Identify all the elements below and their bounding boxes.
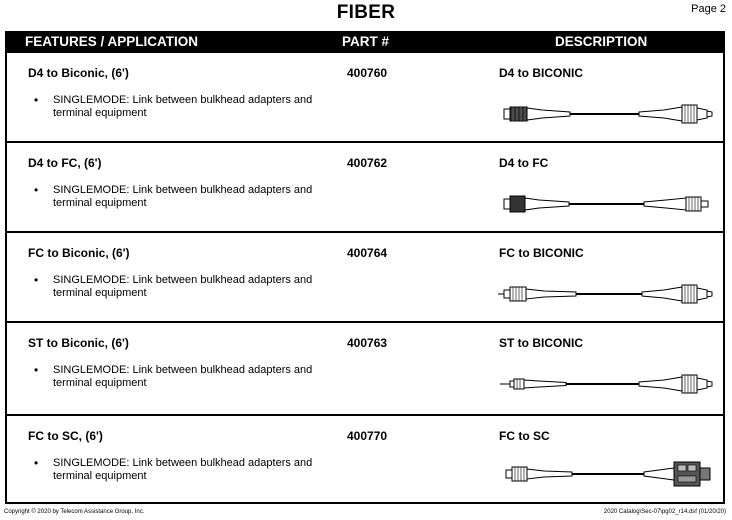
part-number: 400764 <box>347 246 388 260</box>
product-feature: • SINGLEMODE: Link between bulkhead adapters and terminal equipment <box>34 183 313 209</box>
table-header <box>7 33 723 51</box>
part-number: 400763 <box>347 336 388 350</box>
table-row <box>7 231 723 321</box>
table-row <box>7 141 723 231</box>
product-description: D4 to FC <box>499 156 549 170</box>
description-header: DESCRIPTION <box>555 34 648 49</box>
st-to-biconic-cable-icon <box>494 367 716 401</box>
product-feature: • SINGLEMODE: Link between bulkhead adapters and terminal equipment <box>34 363 313 389</box>
product-description: FC to BICONIC <box>499 246 584 260</box>
product-title: FC to SC, (6') <box>28 429 103 443</box>
product-feature: • SINGLEMODE: Link between bulkhead adapters and terminal equipment <box>34 93 313 119</box>
product-title: D4 to Biconic, (6') <box>28 66 129 80</box>
part-number: 400762 <box>347 156 388 170</box>
fc-to-biconic-cable-icon <box>494 277 716 311</box>
page-number: Page 2 <box>691 3 726 15</box>
part-header: PART # <box>342 34 390 49</box>
product-table <box>5 31 725 504</box>
product-description: D4 to BICONIC <box>499 66 583 80</box>
file-reference: 2020 Catalog\Sec-07\pg02_r14.dsf (01/20/20) <box>603 509 726 515</box>
product-title: D4 to FC, (6') <box>28 156 102 170</box>
page-title: FIBER <box>336 2 396 23</box>
features-header: FEATURES / APPLICATION <box>25 34 199 49</box>
product-title: FC to Biconic, (6') <box>28 246 130 260</box>
fc-to-sc-cable-icon <box>494 456 716 490</box>
product-feature: • SINGLEMODE: Link between bulkhead adapters and terminal equipment <box>34 456 313 482</box>
copyright-notice: Copyright © 2020 by Telecom Assistance Group, Inc. <box>4 509 145 515</box>
table-row <box>7 414 723 504</box>
product-feature: • SINGLEMODE: Link between bulkhead adapters and terminal equipment <box>34 273 313 299</box>
part-number: 400770 <box>347 429 388 443</box>
product-description: ST to BICONIC <box>499 336 583 350</box>
table-row <box>7 321 723 414</box>
d4-to-biconic-cable-icon <box>494 97 716 131</box>
table-row <box>7 51 723 141</box>
d4-to-fc-cable-icon <box>494 187 716 221</box>
part-number: 400760 <box>347 66 388 80</box>
product-description: FC to SC <box>499 429 550 443</box>
product-title: ST to Biconic, (6') <box>28 336 129 350</box>
